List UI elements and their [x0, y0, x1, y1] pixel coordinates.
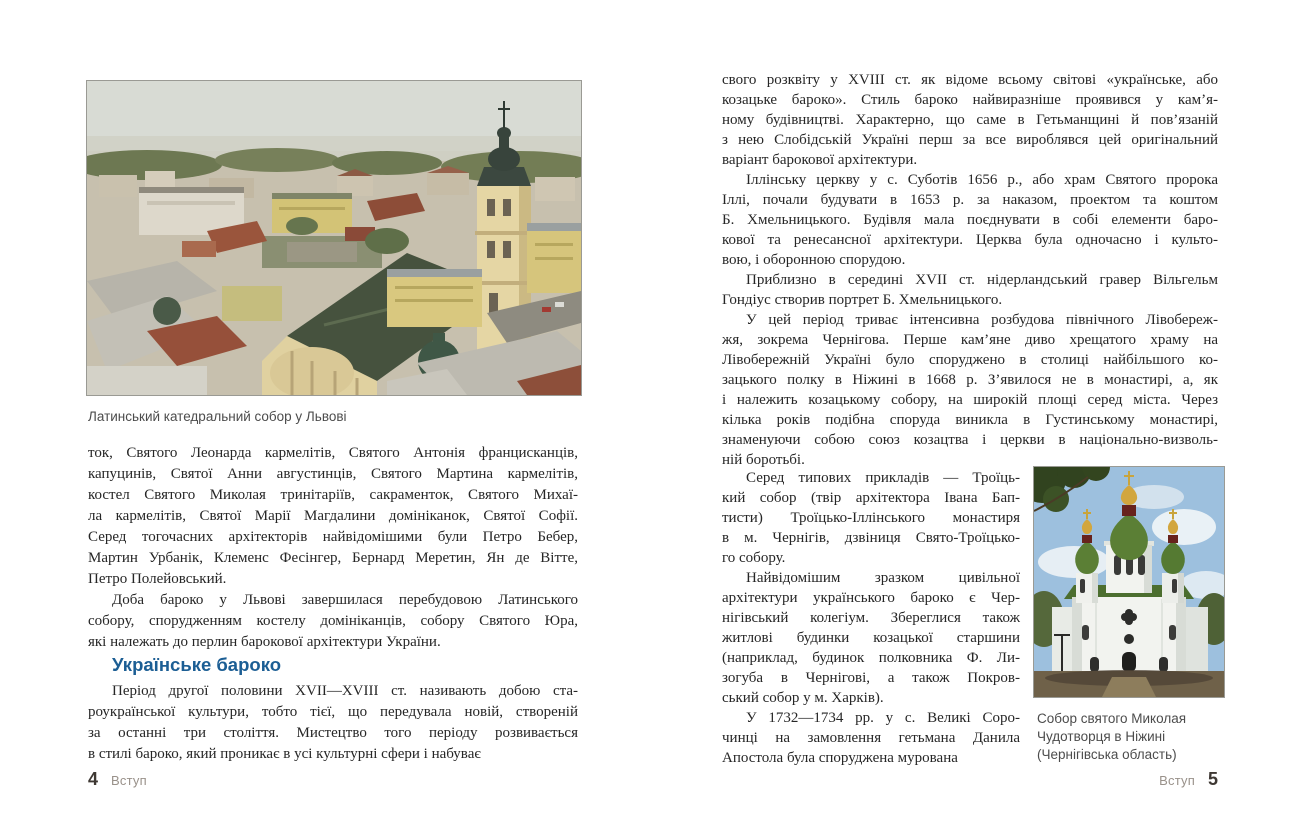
text-line: в м. Чернігів, дзвіниця Свято-Троїцько-	[722, 530, 1020, 546]
text-line: ток, Святого Леонарда кармелітів, Святого Антонія францисканців,	[88, 445, 578, 461]
text-line: варіант барокової архітектури.	[722, 152, 918, 168]
text-line: роукраїнської культури, тобто тієї, що передувала новій, створеній	[88, 704, 578, 720]
text-line: чинці на замовлення гетьмана Данила	[722, 730, 1020, 746]
text-line: собору, спорудженням костелу домініканців, собору Святого Юра,	[88, 613, 578, 629]
footer-section-label-left: Вступ	[111, 773, 147, 788]
text-line: Апостола була споруджена мурована	[722, 750, 958, 766]
text-line: го собору.	[722, 550, 786, 566]
text-line: які належать до перлин барокової архітектури України.	[88, 634, 441, 650]
text-line: зацького полку в Ніжині в 1668 р. З’явилося не в монастирі, а, як	[722, 372, 1218, 388]
text-line: капуцинів, Святої Анни августинців, Святого Мартина кармелітів,	[88, 466, 578, 482]
right-body-text-side	[722, 468, 1020, 768]
text-line: Серед тогочасних архітекторів найвідомішими були Петро Бебер,	[88, 529, 578, 545]
text-line: ній боротьбі.	[722, 452, 805, 468]
text-line: Петро Полейовський.	[88, 571, 227, 587]
lviv-photo-caption: Латинський катедральний собор у Львові	[88, 409, 347, 424]
text-line: Іллінську церкву у с. Суботів 1656 р., або храм Святого пророка	[746, 172, 1218, 188]
text-line: Гондіус створив портрет Б. Хмельницького.	[722, 292, 1003, 308]
lviv-aerial-photo	[87, 81, 581, 395]
text-line: кий собор (твір архітектора Івана Бап-	[722, 490, 1020, 506]
nizhyn-photo-caption: Собор святого Миколая Чудотворця в Ніжині (Чернігівська область)	[1037, 711, 1187, 762]
left-body-text-1	[88, 443, 578, 653]
footer-section-label-right: Вступ	[1159, 773, 1195, 788]
text-line: Лівобережній Україні було споруджено в столиці найбільшого ко-	[722, 352, 1218, 368]
text-line: кової та ренесансної архітектури. Церква була одночасно і культо-	[722, 232, 1218, 248]
text-line: вою, і оборонною спорудою.	[722, 252, 906, 268]
text-line: в стилі бароко, який проникає в усі культурні сфери і набуває	[88, 746, 481, 762]
text-line: Серед типових прикладів — Троїць-	[746, 470, 1020, 486]
text-line: кілька років подібна споруда виникла в Густинському монастирі,	[722, 412, 1218, 428]
left-body-text-2	[88, 681, 578, 765]
left-page-footer	[88, 769, 147, 790]
text-line: Б. Хмельницького. Будівля мала поєднувати в собі елементи баро-	[722, 212, 1218, 228]
text-line: Приблизно в середині XVII ст. нідерландський гравер Вільгельм	[746, 272, 1218, 288]
text-line: костел Святого Миколая тринітаріїв, сакраменток, Святого Михаї-	[88, 487, 578, 503]
text-line: тисти) Троїцько-Іллінського монастиря	[722, 510, 1020, 526]
text-line: зогуба в Чернігові, а також Покров-	[722, 670, 1020, 686]
text-line: Мартин Урбанік, Клеменс Фесінгер, Бернард Меретин, Ян де Вітте,	[88, 550, 578, 566]
nizhyn-photo-frame	[1033, 466, 1225, 698]
right-page-footer	[1159, 769, 1218, 790]
text-line: козацьке бароко». Стиль бароко найвиразніше проявився у кам’я-	[722, 92, 1218, 108]
text-line: свого розквіту у XVIII ст. як відоме всьому світові «українське, або	[722, 72, 1218, 88]
text-line: знаменуючи собою союз козацтва і церкви в національно-визволь-	[722, 432, 1218, 448]
right-body-text-top	[722, 70, 1218, 470]
text-line: за останні три століття. Мистецтво того періоду розвивається	[88, 725, 578, 741]
text-line: У цей період триває інтенсивна розбудова північного Лівобереж-	[746, 312, 1218, 328]
text-line: ський собор у м. Харків).	[722, 690, 884, 706]
text-line: Доба бароко у Львові завершилася перебудовою Латинського	[112, 592, 578, 608]
text-line: архітектури українського бароко є Чер-	[722, 590, 1020, 606]
text-line: ному будівництві. Характерно, що саме в Гетьманщині й пов’язаній	[722, 112, 1218, 128]
text-line: житлові будинки козацької старшини	[722, 630, 1020, 646]
text-line: У 1732—1734 рр. у с. Великі Соро-	[746, 710, 1020, 726]
lviv-photo-frame	[86, 80, 582, 396]
text-line: Період другої половини XVII—XVIII ст. називають добою ста-	[112, 683, 578, 699]
text-line: жя, зокрема Чернігова. Перше кам’яне диво хрещатого храму на	[722, 332, 1218, 348]
page-number-right: 5	[1207, 769, 1218, 789]
text-line: нігівський колегіум. Збереглися також	[722, 610, 1020, 626]
text-line: ла кармелітів, Святої Марії Магдалини домініканок, Святої Софії.	[88, 508, 578, 524]
text-line: Найвідомішим зразком цивільної	[746, 570, 1020, 586]
section-heading-ukrainian-baroque: Українське бароко	[112, 654, 282, 675]
text-line: Іллі, почали будувати в 1653 р. за наказом, проектом та коштом	[722, 192, 1218, 208]
text-line: (наприклад, будинок полковника Ф. Ли-	[722, 650, 1020, 666]
text-line: і належить козацькому собору, на широкій площі серед міста. Через	[722, 392, 1218, 408]
page-number-left: 4	[88, 769, 99, 789]
nizhyn-cathedral-photo	[1034, 467, 1224, 697]
text-line: з нею Слобідській Україні перш за все вироблявся цей оригінальний	[722, 132, 1218, 148]
